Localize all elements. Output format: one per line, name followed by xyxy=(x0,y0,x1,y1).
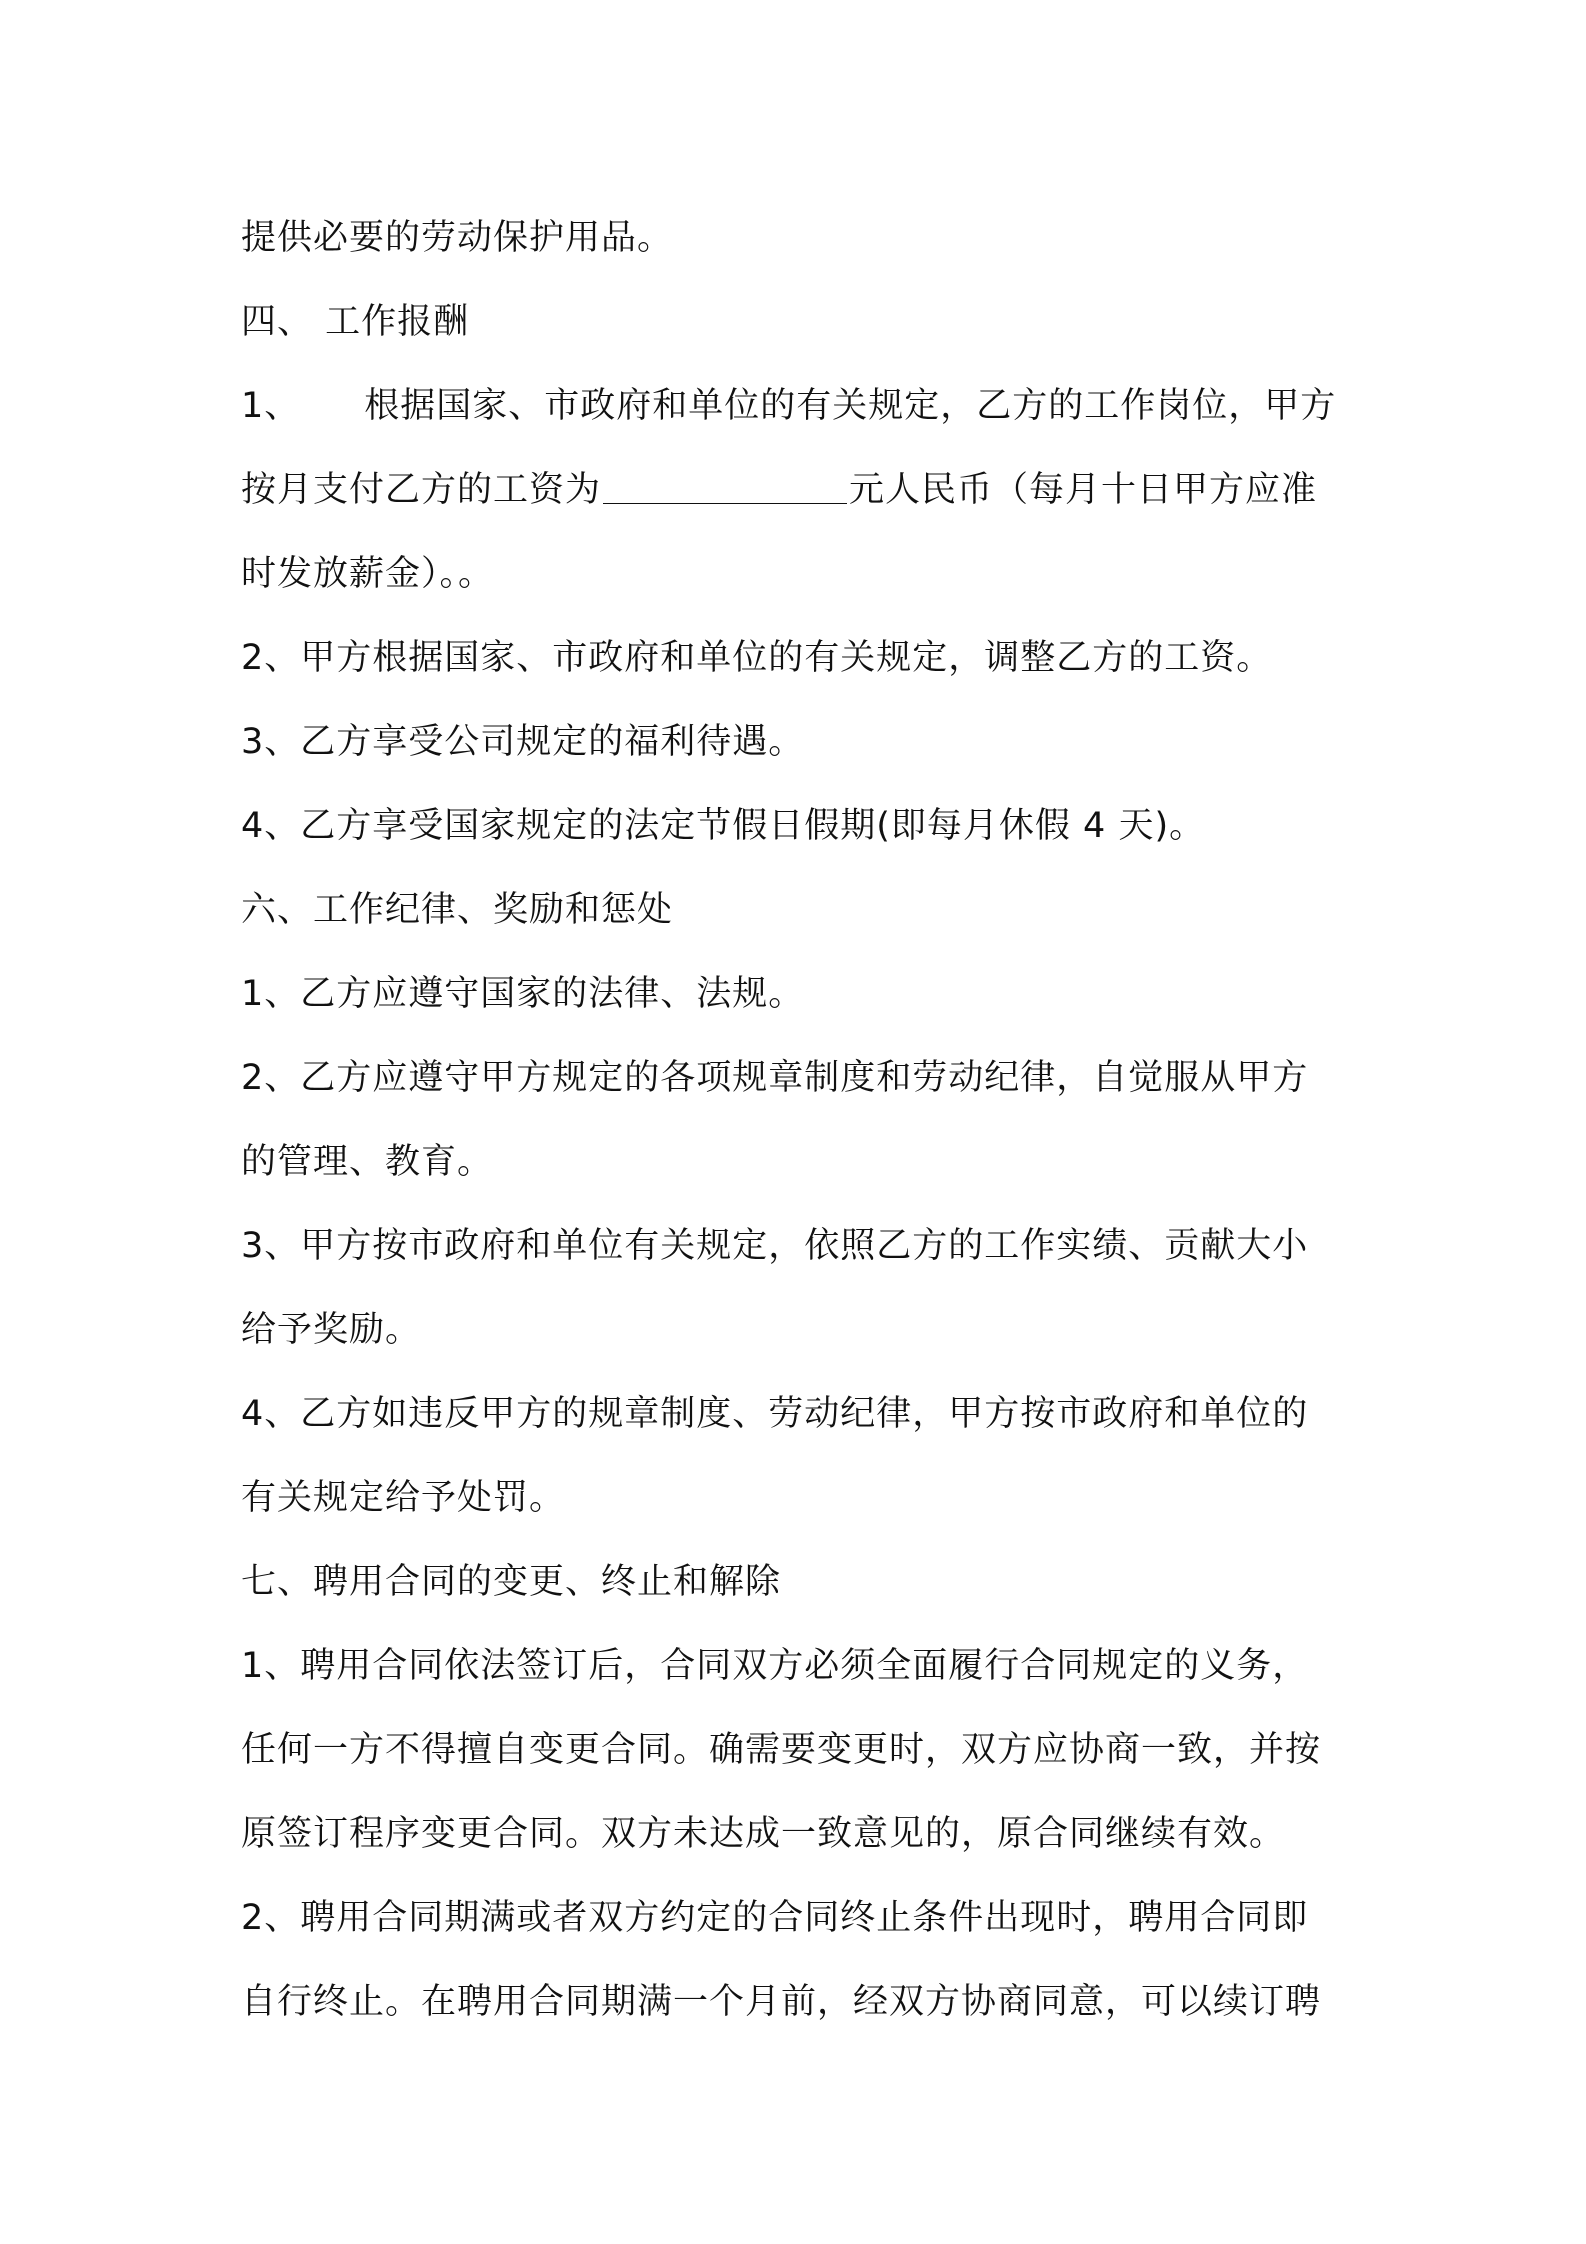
item-text: 根据国家、市政府和单位的有关规定，乙方的工作岗位，甲方 xyxy=(364,386,1337,426)
text-line: 2、甲方根据国家、市政府和单位的有关规定，调整乙方的工资。 xyxy=(241,638,1273,678)
text-line: 4、乙方如违反甲方的规章制度、劳动纪律，甲方按市政府和单位的 xyxy=(241,1394,1309,1434)
section-heading-4: 四、 工作报酬 xyxy=(241,302,470,342)
text-line: 自行终止。在聘用合同期满一个月前，经双方协商同意，可以续订聘 xyxy=(241,1982,1322,2022)
text-line: 任何一方不得擅自变更合同。确需要变更时，双方应协商一致，并按 xyxy=(241,1730,1322,1770)
text-line xyxy=(241,448,1366,532)
text-line xyxy=(241,364,1366,448)
text-line: 3、乙方享受公司规定的福利待遇。 xyxy=(241,722,805,762)
text-line: 2、乙方应遵守甲方规定的各项规章制度和劳动纪律，自觉服从甲方 xyxy=(241,1058,1309,1098)
text-line: 1、聘用合同依法签订后，合同双方必须全面履行合同规定的义务， xyxy=(241,1646,1309,1686)
text-line: 3、甲方按市政府和单位有关规定，依照乙方的工作实绩、贡献大小 xyxy=(241,1226,1309,1266)
section-heading-7: 七、聘用合同的变更、终止和解除 xyxy=(241,1562,782,1602)
section-heading-6: 六、工作纪律、奖励和惩处 xyxy=(241,890,674,930)
salary-suffix: 元人民币（每月十日甲方应准 xyxy=(849,470,1318,510)
document-body xyxy=(241,196,1366,2044)
salary-prefix: 按月支付乙方的工资为 xyxy=(241,470,602,510)
text-line: 给予奖励。 xyxy=(241,1310,422,1350)
text-line: 原签订程序变更合同。双方未达成一致意见的，原合同继续有效。 xyxy=(241,1814,1286,1854)
text-line: 的管理、教育。 xyxy=(241,1142,494,1182)
salary-blank-field xyxy=(603,467,847,504)
text-line: 有关规定给予处罚。 xyxy=(241,1478,566,1518)
text-line: 提供必要的劳动保护用品。 xyxy=(241,218,674,258)
text-line: 1、乙方应遵守国家的法律、法规。 xyxy=(241,974,805,1014)
text-line: 时发放薪金）。。 xyxy=(241,554,495,594)
item-number: 1、 xyxy=(241,386,301,426)
text-line: 4、乙方享受国家规定的法定节假日假期(即每月休假 4 天)。 xyxy=(241,806,1206,846)
text-line: 2、聘用合同期满或者双方约定的合同终止条件出现时，聘用合同即 xyxy=(241,1898,1309,1938)
